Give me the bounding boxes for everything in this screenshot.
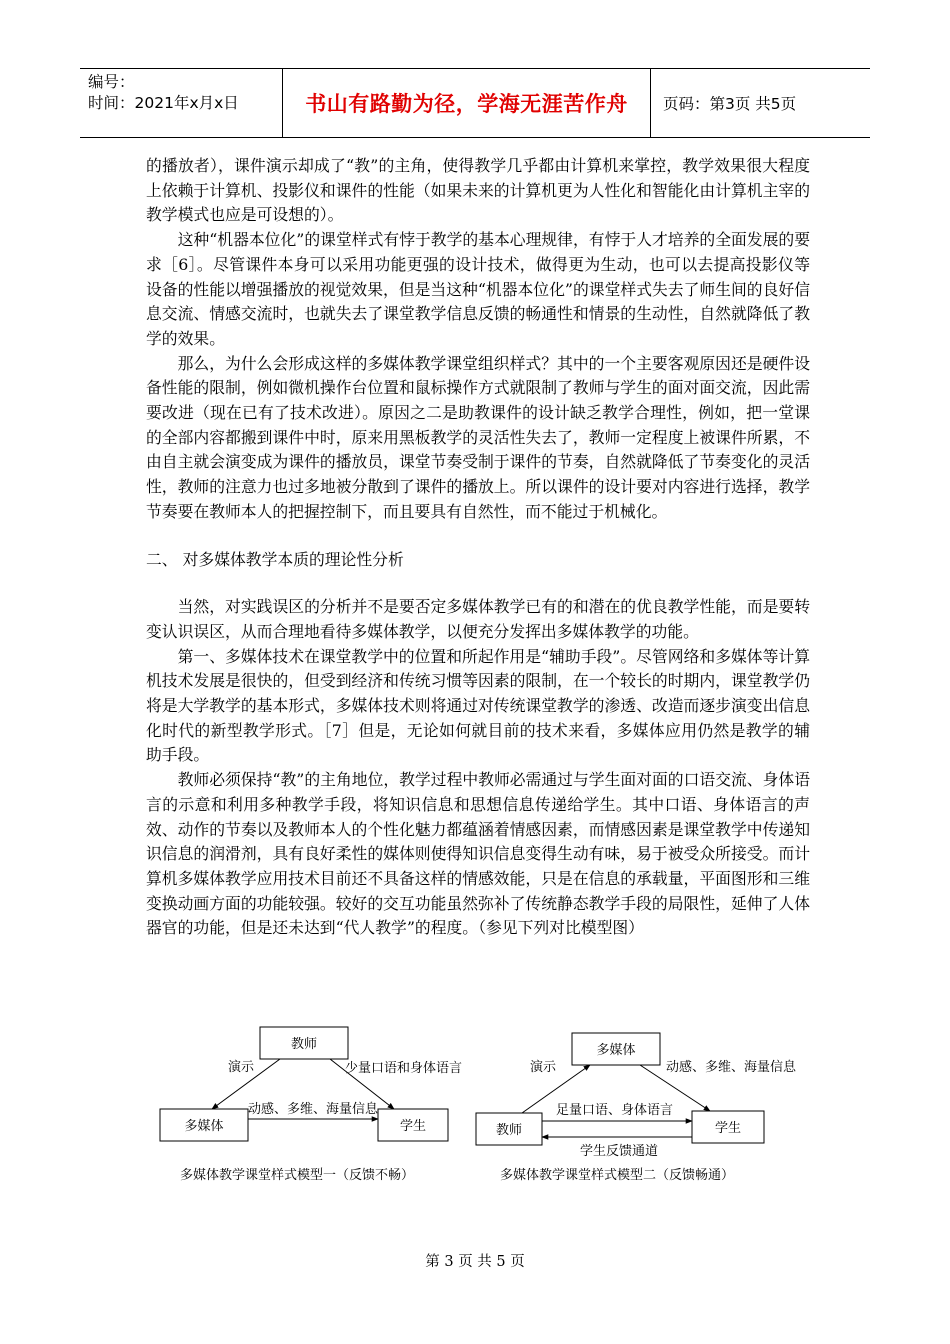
section-heading: 二、 对多媒体教学本质的理论性分析 (146, 549, 404, 569)
model2-speech-label: 足量口语、身体语言 (556, 1103, 674, 1118)
comparison-diagram (150, 1025, 810, 1195)
model1-teacher-label: 教师 (290, 1037, 318, 1052)
page-footer: 第 3 页 共 5 页 (425, 1254, 525, 1270)
model2-caption: 多媒体教学课堂样式模型二（反馈畅通） (500, 1168, 735, 1183)
header-left-cell (80, 69, 283, 137)
model1-media-label: 多媒体 (184, 1119, 224, 1134)
motto: 书山有路勤为径，学海无涯苦作舟 (283, 69, 651, 137)
paragraph-2: 这种“机器本位化”的课堂样式有悖于教学的基本心理规律，有悖于人才培养的全面发展的要求［6］。尽管课件本身可以采用功能更强的设计技术，做得更为生动，也可以去提高投影仪等设备的性能以增强播放的视觉效果，但是当这种“机器本位化”的课堂样式失去了师生间的良好信息交流、情感交流时，也就失去了课堂教学信息反馈的畅通性和情景的生动性，自然就降低了教学的效果。 (146, 230, 810, 348)
model-2 (476, 1033, 797, 1183)
time-label: 时间：2021年x月x日 (88, 94, 239, 112)
model1-caption: 多媒体教学课堂样式模型一（反馈不畅） (180, 1168, 415, 1183)
model2-feedback-label: 学生反馈通道 (580, 1144, 659, 1159)
page-info: 页码：第3页 共5页 (663, 95, 797, 113)
model1-demo-label: 演示 (228, 1060, 255, 1075)
paragraph-3: 那么，为什么会形成这样的多媒体教学课堂组织样式？其中的一个主要客观原因还是硬件设备性能的限制，例如微机操作台位置和鼠标操作方式就限制了教师与学生的面对面交流，因此需要改进（现在已有了技术改进）。原因之二是助教课件的设计缺乏教学合理性，例如，把一堂课的全部内容都搬到课件中时，原来用黑板教学的灵活性失去了，教师一定程度上被课件所累，不由自主就会演变成为课件的播放员，课堂节奏受制于课件的节奏，自然就降低了节奏变化的灵活性，教师的注意力也过多地被分散到了课件的播放上。所以课件的设计要对内容进行选择，教学节奏要在教师本人的把握控制下，而且要具有自然性，而不能过于机械化。 (146, 353, 810, 521)
model-1 (160, 1027, 462, 1183)
model2-info-label: 动感、多维、海量信息 (666, 1060, 797, 1075)
model2-media-label: 多媒体 (596, 1043, 636, 1058)
model1-info-label: 动感、多维、海量信息 (248, 1102, 379, 1117)
number-label: 编号： (88, 73, 135, 91)
model1-speech-label: 少量口语和身体语言 (345, 1061, 463, 1076)
paragraph-6: 教师必须保持“教”的主角地位，教学过程中教师必需通过与学生面对面的口语交流、身体语言的示意和利用多种教学手段，将知识信息和思想信息传递给学生。其中口语、身体语言的声效、动作的节奏以及教师本人的个性化魅力都蕴涵着情感因素，而情感因素是课堂教学中传递知识信息的润滑剂，具有良好柔性的媒体则使得知识信息变得生动有味，易于被受众所接受。而计算机多媒体教学应用技术目前还不具备这样的情感效能，只是在信息的承载量，平面图形和三维变换动画方面的功能较强。较好的交互功能虽然弥补了传统静态教学手段的局限性，延伸了人体器官的功能，但是还未达到“代人教学”的程度。（参见下列对比模型图） (146, 770, 810, 938)
model2-demo-label: 演示 (530, 1060, 557, 1075)
page-header (80, 68, 870, 138)
paragraph-4: 当然，对实践误区的分析并不是要否定多媒体教学已有的和潜在的优良教学性能，而是要转变认识误区，从而合理地看待多媒体教学，以便充分发挥出多媒体教学的功能。 (146, 597, 810, 641)
model1-student-label: 学生 (399, 1119, 427, 1134)
paragraph-1: 的播放者），课件演示却成了“教”的主角，使得教学几乎都由计算机来掌控，教学效果很大程度上依赖于计算机、投影仪和课件的性能（如果未来的计算机更为人性化和智能化由计算机主宰的教学模式也应是可设想的）。 (146, 156, 810, 225)
model2-teacher-label: 教师 (495, 1123, 523, 1138)
model2-student-label: 学生 (714, 1121, 742, 1136)
body-text (146, 154, 810, 941)
paragraph-5: 第一、多媒体技术在课堂教学中的位置和所起作用是“辅助手段”。尽管网络和多媒体等计算机技术发展是很快的，但受到经济和传统习惯等因素的限制，在一个较长的时期内，课堂教学仍将是大学教学的基本形式，多媒体技术则将通过对传统课堂教学的渗透、改造而逐步演变出信息化时代的新型教学形式。［7］但是，无论如何就目前的技术来看，多媒体应用仍然是教学的辅助手段。 (146, 646, 810, 765)
